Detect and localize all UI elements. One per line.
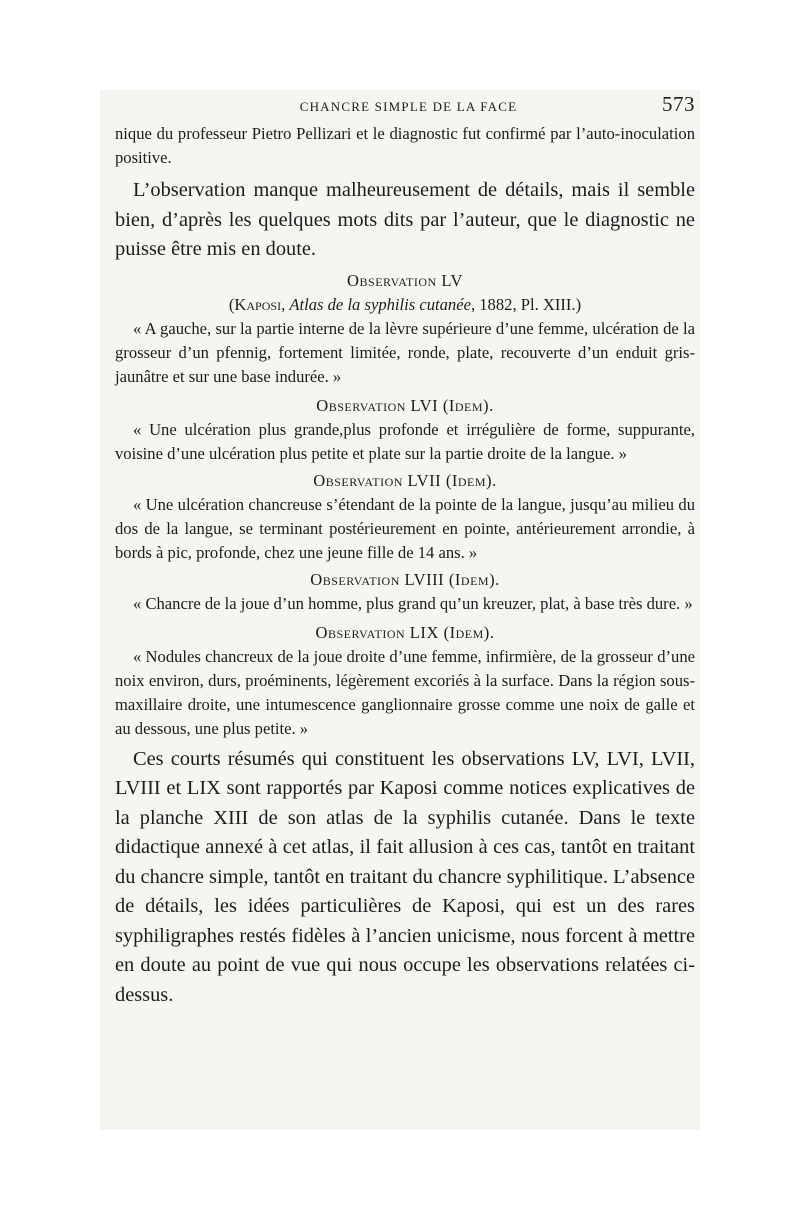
- conclusion-paragraph: Ces courts résumés qui constituent les observations LV, LVI, LVII, LVIII et LIX sont rapportés par Kaposi comme notices explicatives de la planche XIII de son atlas de la syphilis cutanée. Dans le texte didactique annexé à cet atlas, il fait allusion à ces cas, tantôt en traitant du chancre simple, tantôt en traitant du chancre syphilitique. L’absence de détails, les idées particulières de Kaposi, qui est un des rares syphiligraphes restés fidèles à l’ancien unicisme, nous forcent à mettre en doute au point de vue qui nous occupe les observations relatées ci-dessus.: [115, 747, 695, 1006]
- running-title: CHANCRE SIMPLE DE LA FACE: [299, 99, 518, 114]
- reference-work: Atlas de la syphilis cutanée: [289, 294, 471, 314]
- intro-continuation: nique du professeur Pietro Pellizari et le diagnostic fut confirmé par l’auto-inoculation positive.: [115, 124, 695, 167]
- intro-commentary: L’observation manque malheureusement de détails, mais il semble bien, d’après les quelques mots dits par l’auteur, que le diagnostic ne puisse être mis en doute.: [115, 179, 695, 260]
- reference-rest: , 1882, Pl. XIII.): [470, 294, 582, 314]
- observation-text: « Chancre de la joue d’un homme, plus grand qu’un kreuzer, plat, à base très dure. »: [133, 593, 693, 613]
- reference-author: Kaposi: [234, 294, 282, 314]
- observation-text: « A gauche, sur la partie interne de la lèvre supérieure d’une femme, ulcération de la grosseur d’un pfennig, fortement limitée, ronde, plate, recouverte d’un enduit gris-jaunâtre et sur une base indurée. »: [115, 318, 695, 386]
- observation-heading: Observation LIX (Idem).: [315, 622, 495, 642]
- observation-heading: Observation LVIII (Idem).: [310, 569, 500, 589]
- observation-heading: Observation LVII (Idem).: [313, 470, 497, 490]
- page-number: 573: [662, 92, 695, 116]
- observation-heading: Observation LVI (Idem).: [316, 395, 494, 415]
- observation-reference: [115, 293, 695, 317]
- page-content: [115, 92, 695, 1010]
- observation-text: « Une ulcération chancreuse s’étendant de la pointe de la langue, jusqu’au milieu du dos de la langue, se terminant postérieurement en pointe, antérieurement arrondie, à bords à pic, profonde, chez une jeune fille de 14 ans. »: [115, 494, 695, 562]
- reference-open: (: [228, 294, 235, 314]
- reference-sep: ,: [281, 294, 290, 314]
- observation-text: « Une ulcération plus grande,plus profonde et irrégulière de forme, suppurante, voisine d’une ulcération plus petite et plate sur la partie droite de la langue. »: [115, 419, 695, 463]
- observation-text: « Nodules chancreux de la joue droite d’une femme, infirmière, de la grosseur d’une noix environ, durs, proéminents, légèrement excoriés à la surface. Dans la région sous-maxillaire droite, une intumescence ganglionnaire grosse comme une noix de galle et au dessous, une plus petite. »: [115, 646, 695, 738]
- running-head: [115, 92, 695, 122]
- observation-heading: Observation LV: [347, 270, 463, 290]
